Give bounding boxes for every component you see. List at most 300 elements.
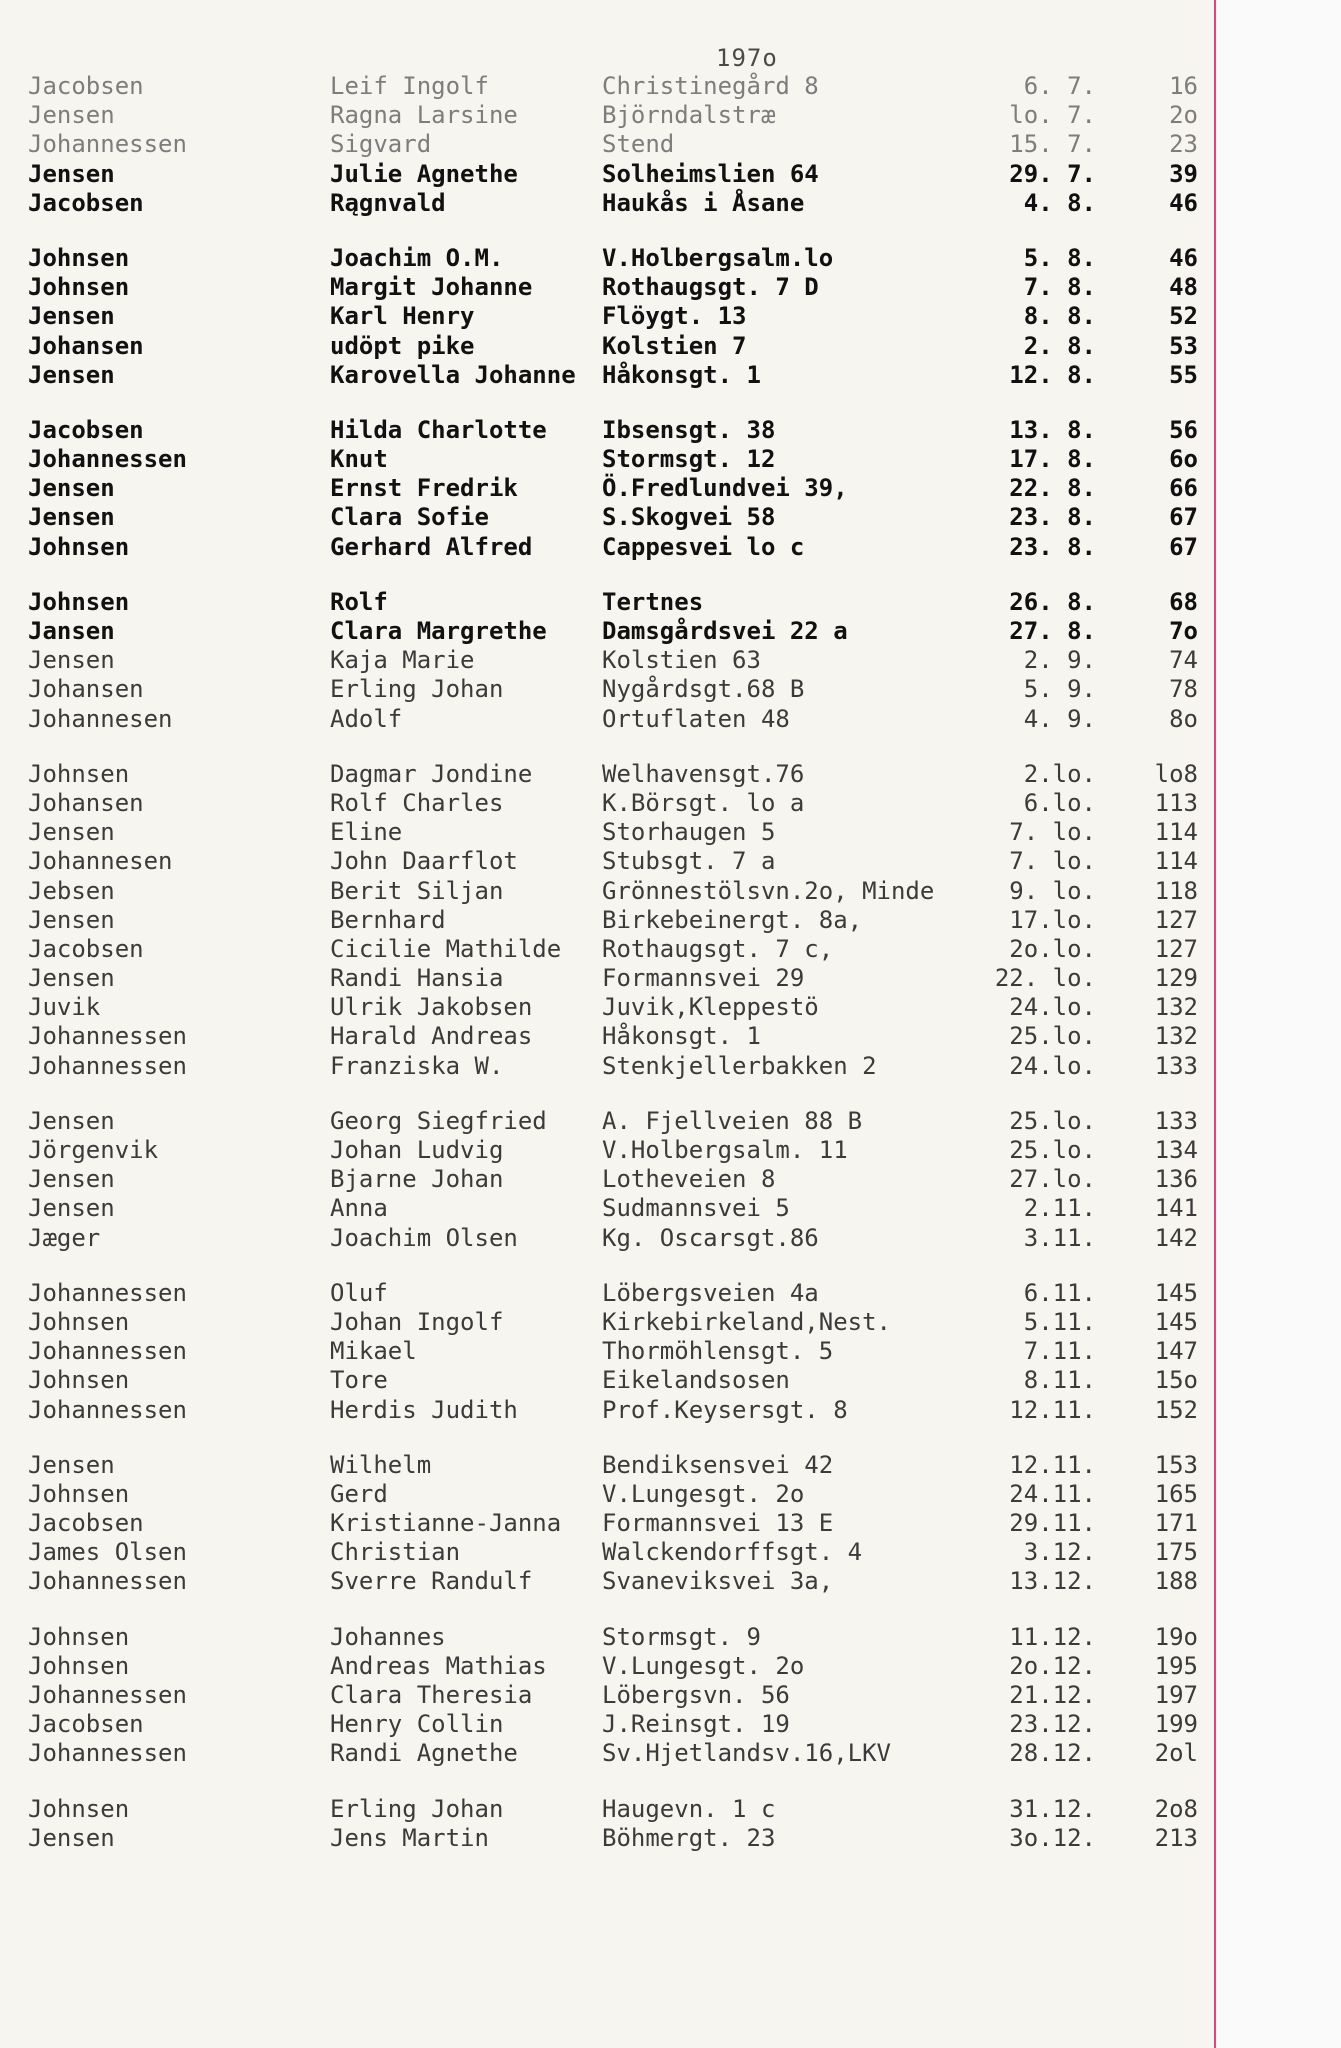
surname: Johansen — [28, 675, 144, 704]
entry-number: 48 — [1169, 273, 1198, 302]
address: Kg. Oscarsgt.86 — [602, 1223, 819, 1252]
surname: Jensen — [28, 1106, 115, 1135]
entry-group — [28, 759, 1198, 1081]
entry-number: 78 — [1169, 675, 1198, 704]
surname: Juvik — [28, 993, 101, 1022]
given-names: Dagmar Jondine — [330, 759, 533, 788]
right-margin-strip — [1216, 0, 1341, 2048]
surname: Johansen — [28, 788, 144, 817]
date: 5. 8. — [1023, 243, 1096, 272]
surname: Jensen — [28, 360, 115, 389]
entry-number: 66 — [1169, 474, 1198, 503]
date: 6.lo. — [1023, 788, 1096, 817]
given-names: Herdis Judith — [330, 1395, 518, 1424]
address: Stormsgt. 9 — [602, 1622, 761, 1651]
address: Löbergsveien 4a — [602, 1278, 819, 1307]
address: Walckendorffsgt. 4 — [602, 1538, 863, 1567]
entry-number: 213 — [1154, 1823, 1198, 1852]
date: 12.11. — [1009, 1395, 1096, 1424]
register-entry — [28, 1106, 1198, 1136]
given-names: Randi Hansia — [330, 964, 504, 993]
entry-number: 39 — [1169, 159, 1198, 188]
address: S.Skogvei 58 — [602, 503, 776, 532]
date: 21.12. — [1009, 1681, 1096, 1709]
surname: Jensen — [28, 1194, 115, 1223]
entry-number: 132 — [1154, 993, 1198, 1022]
register-entry — [28, 1509, 1198, 1538]
entry-number: 53 — [1169, 331, 1198, 360]
entry-number: 118 — [1154, 876, 1198, 905]
entry-number: 132 — [1154, 1022, 1198, 1051]
date: 22. 8. — [1009, 474, 1096, 503]
date: 27.lo. — [1009, 1165, 1096, 1194]
register-entry — [28, 1307, 1198, 1337]
surname: Jensen — [28, 1450, 115, 1479]
entry-number: 8o — [1169, 704, 1198, 733]
address: Damsgårdsvei 22 a — [602, 617, 848, 645]
given-names: Joachim O.M. — [330, 243, 504, 272]
surname: Jansen — [28, 617, 115, 645]
date: 8. 8. — [1023, 302, 1096, 331]
register-entry — [28, 1194, 1198, 1223]
surname: Jensen — [28, 159, 115, 188]
register-entry — [28, 1337, 1198, 1366]
entry-number: 133 — [1154, 1106, 1198, 1135]
surname: Johannessen — [28, 1567, 187, 1596]
date: 25.lo. — [1009, 1106, 1096, 1135]
date: 3.12. — [1023, 1538, 1096, 1567]
given-names: Christian — [330, 1538, 461, 1567]
given-names: Jens Martin — [330, 1823, 489, 1852]
surname: Johannessen — [28, 1337, 187, 1366]
entry-group — [28, 1794, 1198, 1853]
address: Kirkebirkeland,Nest. — [602, 1307, 891, 1336]
register-entry — [28, 159, 1198, 189]
address: Björndalstræ — [602, 101, 776, 130]
entry-number: 136 — [1154, 1165, 1198, 1194]
register-entry — [28, 360, 1198, 390]
register-entry — [28, 72, 1198, 101]
given-names: Gerhard Alfred — [330, 532, 533, 561]
date: 27. 8. — [1009, 617, 1096, 645]
entry-number: 133 — [1154, 1051, 1198, 1080]
register-entry — [28, 1710, 1198, 1739]
date: 2.11. — [1023, 1194, 1096, 1223]
entry-group — [28, 72, 1198, 218]
given-names: Kristianne-Janna — [330, 1509, 562, 1538]
date: 13. 8. — [1009, 415, 1096, 444]
given-names: Bernhard — [330, 905, 446, 934]
entry-number: 55 — [1169, 360, 1198, 389]
entry-number: 46 — [1169, 188, 1198, 217]
address: Cappesvei lo c — [602, 532, 805, 561]
register-entry — [28, 818, 1198, 847]
surname: Johnsen — [28, 532, 130, 561]
date: 5.11. — [1023, 1307, 1096, 1336]
address: Rothaugsgt. 7 c, — [602, 934, 834, 963]
register-entry — [28, 1366, 1198, 1395]
surname: Johannesen — [28, 704, 173, 733]
address: Stend — [602, 130, 675, 159]
entry-number: 142 — [1154, 1223, 1198, 1252]
register-entry — [28, 1622, 1198, 1652]
given-names: Margit Johanne — [330, 273, 533, 302]
address: Håkonsgt. 1 — [602, 1022, 761, 1051]
surname: Johannessen — [28, 445, 187, 474]
given-names: Sverre Randulf — [330, 1567, 533, 1596]
given-names: udöpt pike — [330, 331, 475, 360]
register-list — [28, 72, 1198, 1879]
surname: Johnsen — [28, 587, 130, 616]
register-entry — [28, 788, 1198, 818]
date: 28.12. — [1009, 1739, 1096, 1768]
surname: Jensen — [28, 101, 115, 130]
entry-number: 153 — [1154, 1450, 1198, 1479]
register-entry — [28, 331, 1198, 361]
surname: Jæger — [28, 1223, 101, 1252]
given-names: Sigvard — [330, 130, 432, 159]
register-entry — [28, 474, 1198, 503]
date: 12. 8. — [1009, 360, 1096, 389]
address: V.Holbergsalm. 11 — [602, 1136, 848, 1164]
surname: Jensen — [28, 1823, 115, 1852]
date: 2.lo. — [1023, 759, 1096, 788]
entry-number: lo8 — [1154, 759, 1198, 788]
register-entry — [28, 532, 1198, 562]
entry-number: 2o — [1169, 101, 1198, 130]
register-entry — [28, 1567, 1198, 1596]
surname: Jensen — [28, 646, 115, 675]
date: 29.11. — [1009, 1509, 1096, 1538]
date: 12.11. — [1009, 1450, 1096, 1479]
register-entry — [28, 1823, 1198, 1853]
date: 17. 8. — [1009, 445, 1096, 474]
date: 6.11. — [1023, 1278, 1096, 1307]
entry-number: 152 — [1154, 1395, 1198, 1424]
register-entry — [28, 1051, 1198, 1081]
register-entry — [28, 617, 1198, 646]
address: Welhavensgt.76 — [602, 759, 805, 788]
given-names: Harald Andreas — [330, 1022, 533, 1051]
surname: Johnsen — [28, 1479, 130, 1508]
entry-number: 197 — [1154, 1681, 1198, 1709]
entry-group — [28, 1450, 1198, 1597]
page-year: 197o — [716, 44, 778, 72]
surname: Johnsen — [28, 1307, 130, 1336]
date: 2o.lo. — [1009, 934, 1096, 963]
address: J.Reinsgt. 19 — [602, 1710, 790, 1739]
surname: Johannesen — [28, 847, 173, 876]
entry-group — [28, 1278, 1198, 1425]
given-names: Adolf — [330, 704, 403, 733]
given-names: Clara Theresia — [330, 1681, 533, 1709]
entry-group — [28, 415, 1198, 562]
date: 5. 9. — [1023, 675, 1096, 704]
register-entry — [28, 1651, 1198, 1681]
register-entry — [28, 302, 1198, 331]
entry-number: 188 — [1154, 1567, 1198, 1596]
entry-number: 199 — [1154, 1710, 1198, 1739]
entry-number: 147 — [1154, 1337, 1198, 1366]
entry-number: 145 — [1154, 1278, 1198, 1307]
entry-number: 7o — [1169, 617, 1198, 645]
address: Eikelandsosen — [602, 1366, 790, 1395]
entry-number: 6o — [1169, 445, 1198, 474]
entry-number: 114 — [1154, 818, 1198, 847]
register-entry — [28, 1022, 1198, 1051]
register-entry — [28, 503, 1198, 532]
address: Kolstien 63 — [602, 646, 761, 675]
address: Håkonsgt. 1 — [602, 360, 761, 389]
surname: Jensen — [28, 905, 115, 934]
surname: Johannessen — [28, 1739, 187, 1768]
entry-number: 171 — [1154, 1509, 1198, 1538]
register-entry — [28, 993, 1198, 1022]
given-names: Tore — [330, 1366, 388, 1395]
address: Sudmannsvei 5 — [602, 1194, 790, 1223]
register-entry — [28, 704, 1198, 734]
surname: Jörgenvik — [28, 1136, 159, 1164]
surname: Jensen — [28, 503, 115, 532]
surname: Jensen — [28, 818, 115, 847]
register-entry — [28, 243, 1198, 273]
date: 3o.12. — [1009, 1823, 1096, 1852]
surname: Johnsen — [28, 243, 130, 272]
entry-number: 46 — [1169, 243, 1198, 272]
given-names: Knut — [330, 445, 388, 474]
given-names: Joachim Olsen — [330, 1223, 518, 1252]
entry-number: 145 — [1154, 1307, 1198, 1336]
given-names: Ulrik Jakobsen — [330, 993, 533, 1022]
given-names: Gerd — [330, 1479, 388, 1508]
date: 13.12. — [1009, 1567, 1096, 1596]
address: Formannsvei 29 — [602, 964, 805, 993]
entry-number: 129 — [1154, 964, 1198, 993]
register-entry — [28, 1681, 1198, 1710]
address: Rothaugsgt. 7 D — [602, 273, 819, 302]
register-entry — [28, 1395, 1198, 1425]
date: 23. 8. — [1009, 503, 1096, 532]
entry-number: 195 — [1154, 1651, 1198, 1680]
entry-number: 56 — [1169, 415, 1198, 444]
register-entry — [28, 675, 1198, 704]
surname: Johannessen — [28, 1022, 187, 1051]
register-entry — [28, 445, 1198, 474]
given-names: Rolf Charles — [330, 788, 504, 817]
register-entry — [28, 1136, 1198, 1165]
given-names: Andreas Mathias — [330, 1651, 547, 1680]
date: 7. 8. — [1023, 273, 1096, 302]
address: Solheimslien 64 — [602, 159, 819, 188]
register-entry — [28, 1538, 1198, 1567]
date: 23. 8. — [1009, 532, 1096, 561]
register-entry — [28, 964, 1198, 993]
given-names: Oluf — [330, 1278, 388, 1307]
surname: Jacobsen — [28, 188, 144, 217]
surname: Johnsen — [28, 1651, 130, 1680]
register-entry — [28, 646, 1198, 675]
address: Formannsvei 13 E — [602, 1509, 834, 1538]
address: Sv.Hjetlandsv.16,LKV — [602, 1739, 891, 1768]
date: 8.11. — [1023, 1366, 1096, 1395]
surname: Johnsen — [28, 1794, 130, 1823]
given-names: Georg Siegfried — [330, 1106, 547, 1135]
date: 24.lo. — [1009, 1051, 1096, 1080]
entry-group — [28, 587, 1198, 734]
date: 7. lo. — [1009, 818, 1096, 847]
address: V.Holbergsalm.lo — [602, 243, 834, 272]
date: 29. 7. — [1009, 159, 1096, 188]
register-entry — [28, 1450, 1198, 1480]
register-entry — [28, 934, 1198, 964]
address: Ortuflaten 48 — [602, 704, 790, 733]
given-names: Berit Siljan — [330, 876, 504, 905]
date: 2. 8. — [1023, 331, 1096, 360]
given-names: Bjarne Johan — [330, 1165, 504, 1194]
register-entry — [28, 1223, 1198, 1253]
register-entry — [28, 1794, 1198, 1824]
given-names: John Daarflot — [330, 847, 518, 876]
surname: Jensen — [28, 964, 115, 993]
entry-group — [28, 1106, 1198, 1253]
register-entry — [28, 1278, 1198, 1308]
date: lo. 7. — [1009, 101, 1096, 130]
address: Flöygt. 13 — [602, 302, 747, 331]
entry-number: 165 — [1154, 1479, 1198, 1508]
given-names: Karl Henry — [330, 302, 475, 331]
register-entry — [28, 1739, 1198, 1768]
given-names: Anna — [330, 1194, 388, 1223]
entry-number: 2o8 — [1154, 1794, 1198, 1823]
given-names: Erling Johan — [330, 1794, 504, 1823]
surname: Johnsen — [28, 1366, 130, 1395]
date: 15. 7. — [1009, 130, 1096, 159]
given-names: Erling Johan — [330, 675, 504, 704]
surname: Jacobsen — [28, 934, 144, 963]
date: 26. 8. — [1009, 587, 1096, 616]
address: Svaneviksvei 3a, — [602, 1567, 834, 1596]
surname: Jacobsen — [28, 1509, 144, 1538]
entry-number: 52 — [1169, 302, 1198, 331]
address: Tertnes — [602, 587, 704, 616]
register-entry — [28, 1479, 1198, 1509]
given-names: Randi Agnethe — [330, 1739, 518, 1768]
address: K.Börsgt. lo a — [602, 788, 805, 817]
date: 6. 7. — [1023, 72, 1096, 100]
entry-number: 127 — [1154, 905, 1198, 934]
given-names: Johannes — [330, 1622, 446, 1651]
entry-number: 141 — [1154, 1194, 1198, 1223]
surname: Johannessen — [28, 130, 187, 159]
date: 9. lo. — [1009, 876, 1096, 905]
surname: Johnsen — [28, 759, 130, 788]
given-names: Franziska W. — [330, 1051, 504, 1080]
surname: Jacobsen — [28, 72, 144, 100]
given-names: Ragna Larsine — [330, 101, 518, 130]
register-entry — [28, 130, 1198, 159]
surname: Jensen — [28, 1165, 115, 1194]
date: 17.lo. — [1009, 905, 1096, 934]
address: Löbergsvn. 56 — [602, 1681, 790, 1709]
given-names: Cicilie Mathilde — [330, 934, 562, 963]
address: Bendiksensvei 42 — [602, 1450, 834, 1479]
entry-number: 19o — [1154, 1622, 1198, 1651]
date: 22. lo. — [994, 964, 1096, 993]
register-entry — [28, 1165, 1198, 1194]
entry-number: 127 — [1154, 934, 1198, 963]
surname: Johansen — [28, 331, 144, 360]
address: Prof.Keysersgt. 8 — [602, 1395, 848, 1424]
entry-number: 15o — [1154, 1366, 1198, 1395]
given-names: Hilda Charlotte — [330, 415, 547, 444]
entry-number: 114 — [1154, 847, 1198, 876]
address: Stormsgt. 12 — [602, 445, 776, 474]
date: 31.12. — [1009, 1794, 1096, 1823]
date: 25.lo. — [1009, 1022, 1096, 1051]
register-entry — [28, 415, 1198, 445]
surname: Jebsen — [28, 876, 115, 905]
given-names: Clara Sofie — [330, 503, 489, 532]
given-names: Rągnvald — [330, 188, 446, 217]
given-names: Clara Margrethe — [330, 617, 547, 645]
register-entry — [28, 847, 1198, 876]
entry-number: 2ol — [1154, 1739, 1198, 1768]
entry-number: 67 — [1169, 532, 1198, 561]
date: 7.11. — [1023, 1337, 1096, 1366]
entry-group — [28, 1622, 1198, 1769]
red-margin-line — [1214, 0, 1216, 2048]
given-names: Mikael — [330, 1337, 417, 1366]
date: 24.lo. — [1009, 993, 1096, 1022]
address: Thormöhlensgt. 5 — [602, 1337, 834, 1366]
register-entry — [28, 587, 1198, 617]
address: Juvik,Kleppestö — [602, 993, 819, 1022]
surname: Jensen — [28, 302, 115, 331]
date: 2o.12. — [1009, 1651, 1096, 1680]
surname: Johnsen — [28, 273, 130, 302]
surname: James Olsen — [28, 1538, 187, 1567]
address: Kolstien 7 — [602, 331, 747, 360]
register-entry — [28, 759, 1198, 789]
entry-number: 175 — [1154, 1538, 1198, 1567]
register-entry — [28, 876, 1198, 906]
register-entry — [28, 101, 1198, 130]
date: 4. 9. — [1023, 704, 1096, 733]
address: Storhaugen 5 — [602, 818, 776, 847]
address: A. Fjellveien 88 B — [602, 1106, 863, 1135]
given-names: Ernst Fredrik — [330, 474, 518, 503]
register-entry — [28, 188, 1198, 218]
register-entry — [28, 273, 1198, 302]
address: Birkebeinergt. 8a, — [602, 905, 863, 934]
date: 2. 9. — [1023, 646, 1096, 675]
surname: Jacobsen — [28, 415, 144, 444]
given-names: Karovella Johanne — [330, 360, 576, 389]
address: Haukås i Åsane — [602, 188, 805, 217]
address: Stubsgt. 7 a — [602, 847, 776, 876]
address: Böhmergt. 23 — [602, 1823, 776, 1852]
register-entry — [28, 905, 1198, 935]
entry-group — [28, 243, 1198, 390]
entry-number: 16 — [1169, 72, 1198, 100]
date: 4. 8. — [1023, 188, 1096, 217]
address: Haugevn. 1 c — [602, 1794, 776, 1823]
given-names: Henry Collin — [330, 1710, 504, 1739]
date: 25.lo. — [1009, 1136, 1096, 1164]
surname: Johannessen — [28, 1395, 187, 1424]
entry-number: 113 — [1154, 788, 1198, 817]
surname: Jensen — [28, 474, 115, 503]
